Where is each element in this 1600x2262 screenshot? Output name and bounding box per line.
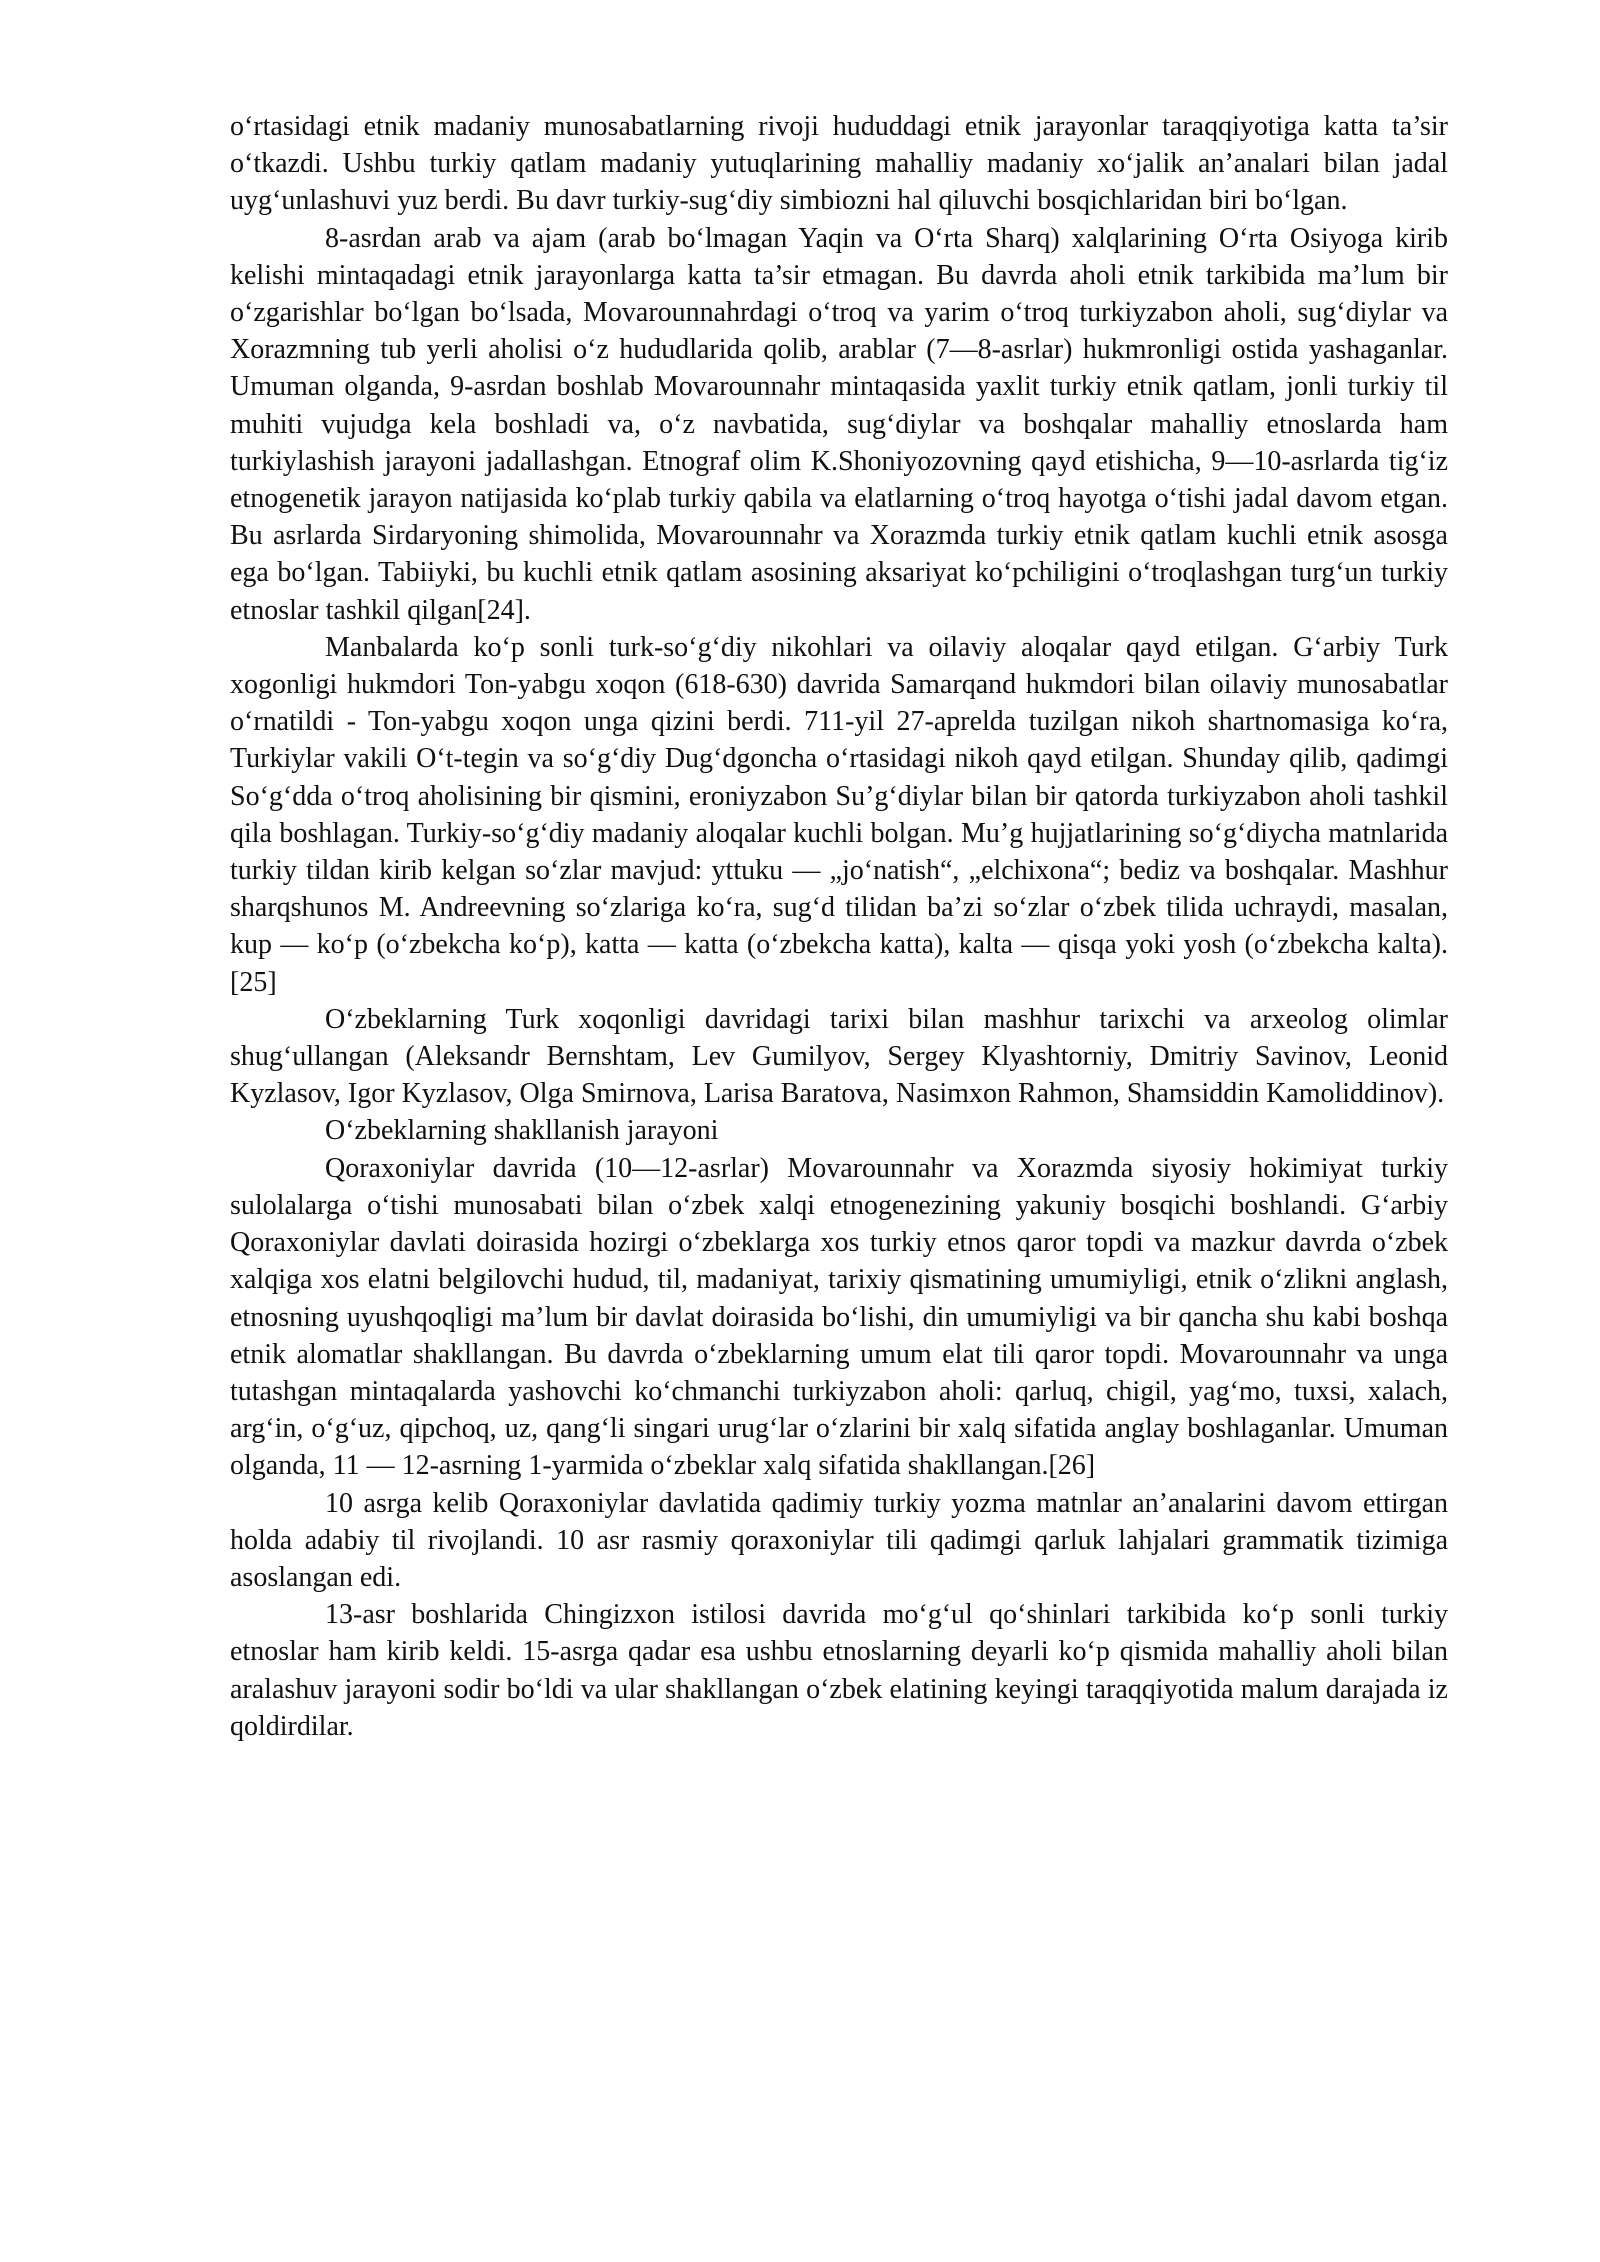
paragraph-historians: O‘zbeklarning Turk xoqonligi davridagi tarixi bilan mashhur tarixchi va arxeolog olimlar shug‘ullangan (Aleksandr Bernshtam, Lev Gumilyov, Sergey Klyashtorniy, Dmitriy Savinov, Leonid Kyzlasov, Igor Kyzlasov, Olga Smirnova, Larisa Baratova, Nasimxon Rahmon, Shamsiddin Kamoliddinov).: [230, 1003, 1448, 1110]
paragraph-marriages: Manbalarda ko‘p sonli turk-so‘g‘diy nikohlari va oilaviy aloqalar qayd etilgan. G‘arbiy Turk xogonligi hukmdori Ton-yabgu xoqon (618-630) davrida Samarqand hukmdori bilan oilaviy munosabatlar o‘rnatildi - Ton-yabgu xoqon unga qizini berdi. 711-yil 27-aprelda tuzilgan nikoh shartnomasiga ko‘ra, Turkiylar vakili O‘t-tegin va so‘g‘diy Dug‘dgoncha o‘rtasidagi nikoh qayd etilgan. Shunday qilib, qadimgi So‘g‘dda o‘troq aholisining bir qismini, eroniyzabon Su’g‘diylar bilan bir qatorda turkiyzabon aholi tashkil qila boshlagan. Turkiy-so‘g‘diy madaniy aloqalar kuchli bolgan. Mu’g hujjatlarining so‘g‘diycha matnlarida turkiy tildan kirib kelgan so‘zlar mavjud: yttuku — „jo‘natish“, „elchixona“; bediz va boshqalar. Mashhur sharqshunos M. Andreevning so‘zlariga ko‘ra, sug‘d tilidan ba’zi so‘zlar o‘zbek tilida uchraydi, masalan, kup — ko‘p (o‘zbekcha ko‘p), katta — katta (o‘zbekcha katta), kalta — qisqa yoki yosh (o‘zbekcha kalta).[25]: [230, 631, 1448, 998]
paragraph-arab-ajam: 8-asrdan arab va ajam (arab bo‘lmagan Yaqin va O‘rta Sharq) xalqlarining O‘rta Osiyoga kirib kelishi mintaqadagi etnik jarayonlarga katta ta’sir etmagan. Bu davrda aholi etnik tarkibida ma’lum bir o‘zgarishlar bo‘lgan bo‘lsada, Movarounnahrdagi o‘troq va yarim o‘troq turkiyzabon aholi, sug‘diylar va Xorazmning tub yerli aholisi o‘z hududlarida qolib, arablar (7—8-asrlar) hukmronligi ostida yashaganlar. Umuman olganda, 9-asrdan boshlab Movarounnahr mintaqasida yaxlit turkiy etnik qatlam, jonli turkiy til muhiti vujudga kela boshladi va, o‘z navbatida, sug‘diylar va boshqalar mahalliy etnoslarda ham turkiylashish jarayoni jadallashgan. Etnograf olim K.Shoniyozovning qayd etishicha, 9—10-asrlarda tig‘iz etnogenetik jarayon natijasida ko‘plab turkiy qabila va elatlarning o‘troq hayotga o‘tishi jadal davom etgan. Bu asrlarda Sirdaryoning shimolida, Movarounnahr va Xorazmda turkiy etnik qatlam kuchli etnik asosga ega bo‘lgan. Tabiiyki, bu kuchli etnik qatlam asosining aksariyat ko‘pchiligini o‘troqlashgan turg‘un turkiy etnoslar tashkil qilgan[24].: [230, 222, 1448, 626]
paragraph-mongol-invasion: 13-asr boshlarida Chingizxon istilosi davrida mo‘g‘ul qo‘shinlari tarkibida ko‘p sonli turkiy etnoslar ham kirib keldi. 15-asrga qadar esa ushbu etnoslarning deyarli ko‘p qismida mahalliy aholi bilan aralashuv jarayoni sodir bo‘ldi va ular shakllangan o‘zbek elatining keyingi taraqqiyotida malum darajada iz qoldirdilar.: [230, 1599, 1448, 1742]
paragraph-qoraxoniylar: Qoraxoniylar davrida (10—12-asrlar) Movarounnahr va Xorazmda siyosiy hokimiyat turkiy sulolalarga o‘tishi munosabati bilan o‘zbek xalqi etnogenezining yakuniy bosqichi boshlandi. G‘arbiy Qoraxoniylar davlati doirasida hozirgi o‘zbeklarga xos turkiy etnos qaror topdi va mazkur davrda o‘zbek xalqiga xos elatni belgilovchi hudud, til, madaniyat, tarixiy qismatining umumiyligi, etnik o‘zlikni anglash, etnosning uyushqoqligi ma’lum bir davlat doirasida bo‘lishi, din umumiyligi va bir qancha shu kabi boshqa etnik alomatlar shakllangan. Bu davrda o‘zbeklarning umum elat tili qaror topdi. Movarounnahr va unga tutashgan mintaqalarda yashovchi ko‘chmanchi turkiyzabon aholi: qarluq, chigil, yag‘mo, tuxsi, xalach, arg‘in, o‘g‘uz, qipchoq, uz, qang‘li singari urug‘lar o‘zlarini bir xalq sifatida anglay boshlaganlar. Umuman olganda, 11 — 12-asrning 1-yarmida o‘zbeklar xalq sifatida shakllangan.[26]: [230, 1152, 1448, 1482]
document-body: [230, 108, 1448, 1745]
paragraph-literary-language: 10 asrga kelib Qoraxoniylar davlatida qadimiy turkiy yozma matnlar an’analarini davom ettirgan holda adabiy til rivojlandi. 10 asr rasmiy qoraxoniylar tili qadimgi qarluk lahjalari grammatik tizimiga asoslangan edi.: [230, 1487, 1448, 1593]
section-heading: O‘zbeklarning shakllanish jarayoni: [325, 1115, 719, 1147]
paragraph-continuation: o‘rtasidagi etnik madaniy munosabatlarning rivoji hududdagi etnik jarayonlar taraqqiyotiga katta ta’sir o‘tkazdi. Ushbu turkiy qatlam madaniy yutuqlarining mahalliy madaniy xo‘jalik an’analari bilan jadal uyg‘unlashuvi yuz berdi. Bu davr turkiy-sug‘diy simbiozni hal qiluvchi bosqichlaridan biri bo‘lgan.: [230, 111, 1448, 217]
